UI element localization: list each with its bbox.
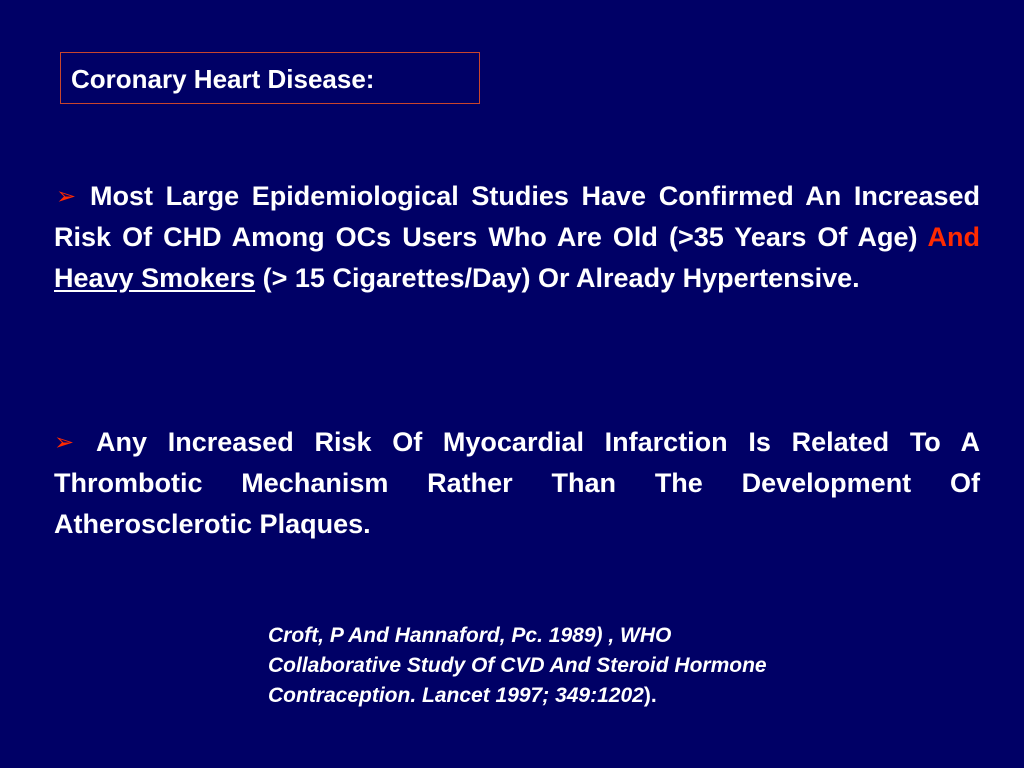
highlighted-and: And — [927, 222, 980, 252]
bullet-point-1 — [54, 176, 980, 299]
bullet-1-continuation: (> 15 Cigarettes/Day) Or Already Hypertensive. — [262, 263, 860, 293]
bullet-point-2 — [54, 422, 980, 545]
citation-line-2: Collaborative Study Of CVD And Steroid Hormone — [268, 654, 767, 677]
heavy-smokers-text: Heavy Smokers — [54, 263, 256, 293]
slide-title: Coronary Heart Disease: — [60, 52, 480, 104]
citation-line-3 — [268, 681, 918, 711]
arrow-bullet-icon: ➢ — [54, 429, 75, 456]
citation-line-1: Croft, P And Hannaford, Pc. 1989) , WHO — [268, 624, 672, 647]
citation — [268, 621, 918, 711]
citation-closing: ). — [643, 684, 657, 707]
bullet-1-text: Most Large Epidemiological Studies Have Confirmed An Increased Risk Of CHD Among OCs Users Who Are Old (>35 Years Of Age) — [54, 181, 980, 252]
citation-journal-reference: Contraception. Lancet 1997; 349:1202 — [268, 684, 644, 707]
bullet-2-text: Any Increased Risk Of Myocardial Infarction Is Related To A Thrombotic Mechanism Rather Than The Development Of Atherosclerotic Plaques. — [54, 427, 980, 539]
arrow-bullet-icon: ➢ — [56, 183, 77, 210]
